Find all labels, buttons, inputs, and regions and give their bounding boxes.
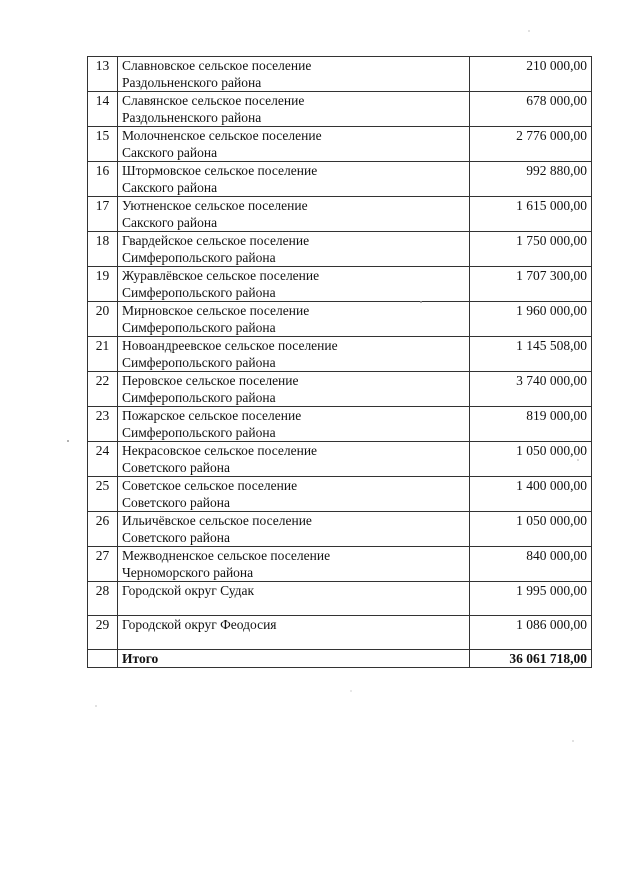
table-row bbox=[88, 92, 592, 127]
amount-cell: 1 145 508,00 bbox=[470, 337, 592, 372]
amount-cell: 3 740 000,00 bbox=[470, 372, 592, 407]
settlement-name bbox=[118, 57, 470, 92]
table-row bbox=[88, 372, 592, 407]
table-row bbox=[88, 582, 592, 616]
settlement-name-line1: Городской округ Судак bbox=[122, 583, 255, 598]
scan-speck bbox=[577, 459, 579, 461]
amount-cell: 1 050 000,00 bbox=[470, 442, 592, 477]
total-amount: 36 061 718,00 bbox=[470, 650, 592, 668]
settlement-name bbox=[118, 92, 470, 127]
budget-allocation-table bbox=[87, 56, 592, 668]
amount-cell: 1 995 000,00 bbox=[470, 582, 592, 616]
settlement-name bbox=[118, 372, 470, 407]
settlement-name bbox=[118, 302, 470, 337]
settlement-name-line2: Раздольненского района bbox=[122, 110, 262, 125]
settlement-name bbox=[118, 267, 470, 302]
scan-speck bbox=[572, 740, 574, 742]
settlement-name-line1: Советское сельское поселение bbox=[122, 478, 298, 493]
settlement-name-line1: Славянское сельское поселение bbox=[122, 93, 305, 108]
amount-cell: 1 086 000,00 bbox=[470, 616, 592, 650]
total-row bbox=[88, 650, 592, 668]
row-number: 22 bbox=[88, 372, 118, 407]
row-number: 16 bbox=[88, 162, 118, 197]
settlement-name bbox=[118, 477, 470, 512]
settlement-name-line1: Межводненское сельское поселение bbox=[122, 548, 331, 563]
settlement-name-line2: Симферопольского района bbox=[122, 425, 276, 440]
row-number: 28 bbox=[88, 582, 118, 616]
settlement-name bbox=[118, 442, 470, 477]
settlement-name bbox=[118, 616, 470, 650]
settlement-name-line1: Перовское сельское поселение bbox=[122, 373, 299, 388]
settlement-name bbox=[118, 162, 470, 197]
row-number: 18 bbox=[88, 232, 118, 267]
settlement-name bbox=[118, 232, 470, 267]
settlement-name bbox=[118, 127, 470, 162]
row-number: 27 bbox=[88, 547, 118, 582]
table-row bbox=[88, 407, 592, 442]
total-label: Итого bbox=[118, 650, 470, 668]
settlement-name-line2: Советского района bbox=[122, 495, 230, 510]
settlement-name-line2: Симферопольского района bbox=[122, 250, 276, 265]
row-number: 13 bbox=[88, 57, 118, 92]
table-row bbox=[88, 442, 592, 477]
scan-speck bbox=[528, 30, 530, 32]
amount-cell: 992 880,00 bbox=[470, 162, 592, 197]
settlement-name bbox=[118, 197, 470, 232]
settlement-name-line2: Раздольненского района bbox=[122, 75, 262, 90]
amount-cell: 840 000,00 bbox=[470, 547, 592, 582]
settlement-name-line1: Молочненское сельское поселение bbox=[122, 128, 322, 143]
settlement-name-line2: Советского района bbox=[122, 530, 230, 545]
settlement-name-line2: Сакского района bbox=[122, 215, 218, 230]
row-number: 29 bbox=[88, 616, 118, 650]
amount-cell: 819 000,00 bbox=[470, 407, 592, 442]
row-number: 26 bbox=[88, 512, 118, 547]
settlement-name-line2: Сакского района bbox=[122, 145, 218, 160]
settlement-name-line2: Советского района bbox=[122, 460, 230, 475]
settlement-name-line1: Мирновское сельское поселение bbox=[122, 303, 310, 318]
table-row bbox=[88, 512, 592, 547]
table-row bbox=[88, 477, 592, 512]
scan-speck bbox=[420, 301, 422, 303]
settlement-name-line2: Симферопольского района bbox=[122, 390, 276, 405]
amount-cell: 1 707 300,00 bbox=[470, 267, 592, 302]
row-number: 14 bbox=[88, 92, 118, 127]
amount-cell: 1 400 000,00 bbox=[470, 477, 592, 512]
settlement-name bbox=[118, 407, 470, 442]
table-row bbox=[88, 162, 592, 197]
amount-cell: 1 750 000,00 bbox=[470, 232, 592, 267]
scan-speck bbox=[67, 440, 69, 442]
table-row bbox=[88, 337, 592, 372]
amount-cell: 210 000,00 bbox=[470, 57, 592, 92]
table-row bbox=[88, 127, 592, 162]
row-number: 23 bbox=[88, 407, 118, 442]
settlement-name-line1: Уютненское сельское поселение bbox=[122, 198, 308, 213]
scan-speck bbox=[95, 705, 97, 707]
amount-cell: 1 615 000,00 bbox=[470, 197, 592, 232]
row-number: 20 bbox=[88, 302, 118, 337]
settlement-name bbox=[118, 547, 470, 582]
table-row bbox=[88, 232, 592, 267]
table-row bbox=[88, 57, 592, 92]
settlement-name-line1: Ильичёвское сельское поселение bbox=[122, 513, 312, 528]
settlement-name-line1: Городской округ Феодосия bbox=[122, 617, 277, 632]
table-row bbox=[88, 302, 592, 337]
scan-speck bbox=[350, 690, 352, 692]
total-number-cell bbox=[88, 650, 118, 668]
row-number: 17 bbox=[88, 197, 118, 232]
settlement-name-line2: Симферопольского района bbox=[122, 320, 276, 335]
settlement-name-line1: Штормовское сельское поселение bbox=[122, 163, 318, 178]
row-number: 15 bbox=[88, 127, 118, 162]
settlement-name-line2: Сакского района bbox=[122, 180, 218, 195]
settlement-name-line1: Гвардейское сельское поселение bbox=[122, 233, 310, 248]
table-row bbox=[88, 547, 592, 582]
amount-cell: 2 776 000,00 bbox=[470, 127, 592, 162]
row-number: 24 bbox=[88, 442, 118, 477]
amount-cell: 1 050 000,00 bbox=[470, 512, 592, 547]
settlement-name-line2: Симферопольского района bbox=[122, 355, 276, 370]
table-row bbox=[88, 197, 592, 232]
settlement-name bbox=[118, 582, 470, 616]
settlement-name-line2: Черноморского района bbox=[122, 565, 254, 580]
settlement-name-line1: Пожарское сельское поселение bbox=[122, 408, 302, 423]
table-row bbox=[88, 267, 592, 302]
settlement-name bbox=[118, 512, 470, 547]
settlement-name-line1: Журавлёвское сельское поселение bbox=[122, 268, 320, 283]
settlement-name-line1: Славновское сельское поселение bbox=[122, 58, 312, 73]
row-number: 19 bbox=[88, 267, 118, 302]
settlement-name bbox=[118, 337, 470, 372]
settlement-name-line1: Новоандреевское сельское поселение bbox=[122, 338, 338, 353]
settlement-name-line2: Симферопольского района bbox=[122, 285, 276, 300]
amount-cell: 678 000,00 bbox=[470, 92, 592, 127]
amount-cell: 1 960 000,00 bbox=[470, 302, 592, 337]
settlement-name-line1: Некрасовское сельское поселение bbox=[122, 443, 318, 458]
row-number: 25 bbox=[88, 477, 118, 512]
table-row bbox=[88, 616, 592, 650]
row-number: 21 bbox=[88, 337, 118, 372]
